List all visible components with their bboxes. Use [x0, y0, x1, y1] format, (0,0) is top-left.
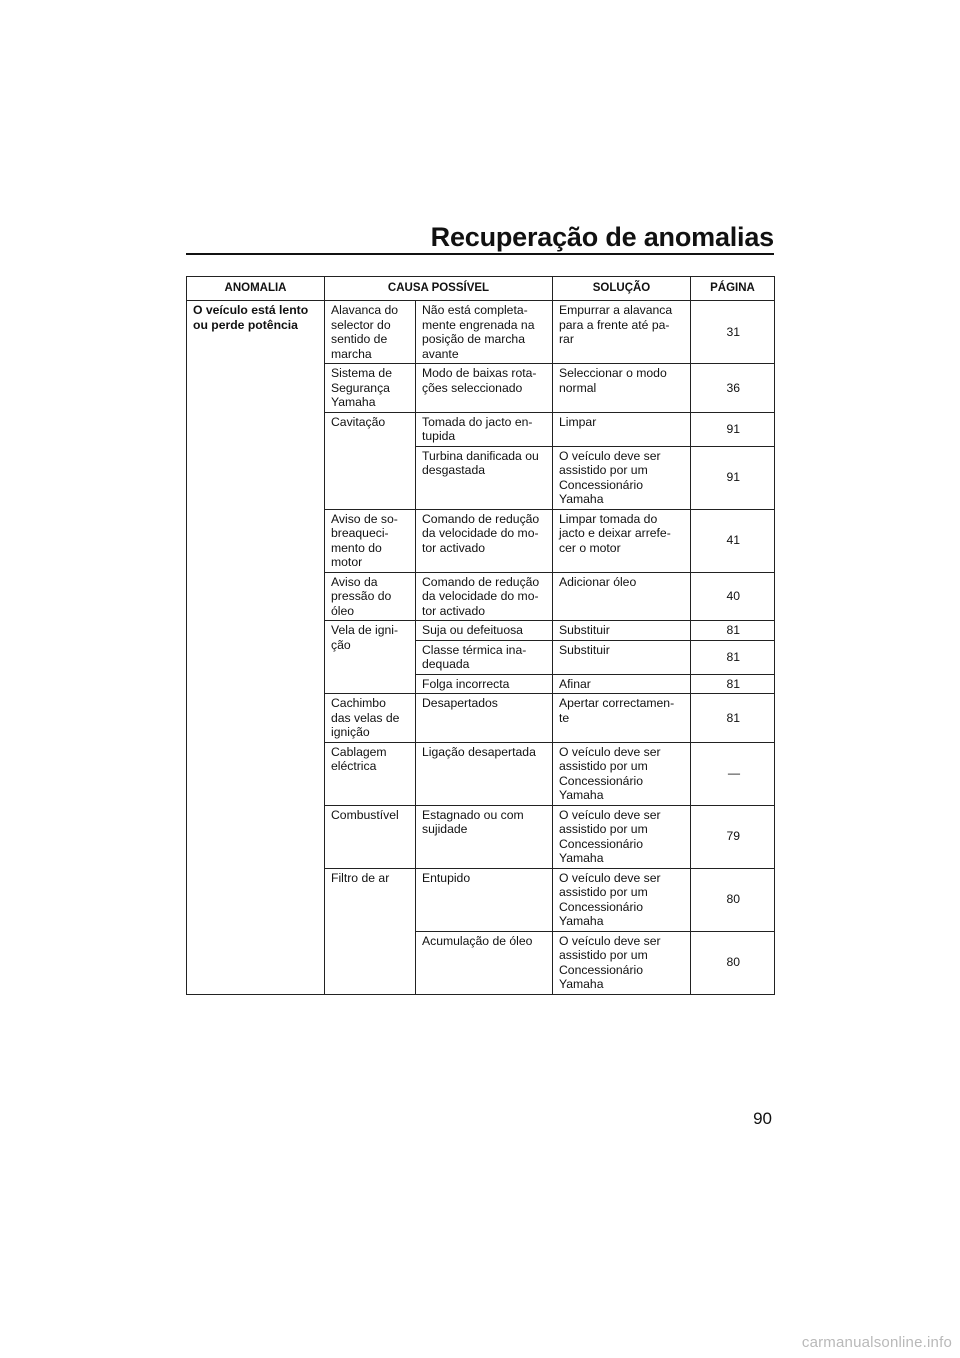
- table-row: [187, 301, 775, 364]
- page-ref-cell: 91: [691, 412, 775, 446]
- detail-cell: Folga incorrecta: [416, 674, 553, 694]
- page-ref-cell: 80: [691, 931, 775, 994]
- detail-cell: Comando de redução da velocidade do mo- tor activado: [416, 572, 553, 621]
- page-ref-cell: 81: [691, 694, 775, 743]
- detail-cell: Modo de baixas rota- ções seleccionado: [416, 364, 553, 413]
- header-pagina: PÁGINA: [691, 277, 775, 301]
- solution-cell: Empurrar a alavanca para a frente até pa- rar: [553, 301, 691, 364]
- header-causa: CAUSA POSSÍVEL: [325, 277, 553, 301]
- detail-cell: Comando de redução da velocidade do mo- tor activado: [416, 509, 553, 572]
- page-ref-cell: 41: [691, 509, 775, 572]
- table-header-row: [187, 277, 775, 301]
- page-title: Recuperação de anomalias: [430, 222, 774, 252]
- cause-cell: Cablagem eléctrica: [325, 742, 416, 805]
- cause-cell: Cachimbo das velas de ignição: [325, 694, 416, 743]
- detail-cell: Não está completa- mente engrenada na posição de marcha avante: [416, 301, 553, 364]
- page-ref-cell: 91: [691, 446, 775, 509]
- detail-cell: Estagnado ou com sujidade: [416, 805, 553, 868]
- page-ref-cell: 81: [691, 640, 775, 674]
- page-number: 90: [753, 1109, 772, 1128]
- page-ref-cell: 40: [691, 572, 775, 621]
- cause-cell: Aviso da pressão do óleo: [325, 572, 416, 621]
- solution-cell: O veículo deve ser assistido por um Concessionário Yamaha: [553, 805, 691, 868]
- cause-cell: Cavitação: [325, 412, 416, 509]
- table-body: [187, 301, 775, 995]
- solution-cell: Substituir: [553, 640, 691, 674]
- detail-cell: Turbina danificada ou desgastada: [416, 446, 553, 509]
- header-solucao: SOLUÇÃO: [553, 277, 691, 301]
- cause-cell: Combustível: [325, 805, 416, 868]
- cause-cell: Filtro de ar: [325, 868, 416, 994]
- detail-cell: Desapertados: [416, 694, 553, 743]
- solution-cell: Afinar: [553, 674, 691, 694]
- solution-cell: Adicionar óleo: [553, 572, 691, 621]
- detail-cell: Suja ou defeituosa: [416, 621, 553, 641]
- header-anomalia: ANOMALIA: [187, 277, 325, 301]
- page-ref-cell: 81: [691, 621, 775, 641]
- page-ref-cell: 81: [691, 674, 775, 694]
- page-ref-cell: 80: [691, 868, 775, 931]
- solution-cell: O veículo deve ser assistido por um Concessionário Yamaha: [553, 868, 691, 931]
- cause-cell: Aviso de so- breaqueci- mento do motor: [325, 509, 416, 572]
- detail-cell: Ligação desapertada: [416, 742, 553, 805]
- page-ref-cell: 36: [691, 364, 775, 413]
- cause-cell: Alavanca do selector do sentido de marcha: [325, 301, 416, 364]
- title-rule: [186, 253, 774, 255]
- solution-cell: Limpar: [553, 412, 691, 446]
- detail-cell: Tomada do jacto en- tupida: [416, 412, 553, 446]
- solution-cell: Limpar tomada do jacto e deixar arrefe- cer o motor: [553, 509, 691, 572]
- solution-cell: O veículo deve ser assistido por um Concessionário Yamaha: [553, 742, 691, 805]
- solution-cell: O veículo deve ser assistido por um Concessionário Yamaha: [553, 446, 691, 509]
- page-ref-cell: 31: [691, 301, 775, 364]
- page-ref-cell: 79: [691, 805, 775, 868]
- solution-cell: Substituir: [553, 621, 691, 641]
- detail-cell: Acumulação de óleo: [416, 931, 553, 994]
- troubleshooting-table: [186, 276, 775, 995]
- solution-cell: Seleccionar o modo normal: [553, 364, 691, 413]
- page-ref-cell: —: [691, 742, 775, 805]
- solution-cell: Apertar correctamen- te: [553, 694, 691, 743]
- detail-cell: Classe térmica ina- dequada: [416, 640, 553, 674]
- cause-cell: Sistema de Segurança Yamaha: [325, 364, 416, 413]
- solution-cell: O veículo deve ser assistido por um Concessionário Yamaha: [553, 931, 691, 994]
- anomaly-cell: O veículo está lento ou perde potência: [187, 301, 325, 995]
- cause-cell: Vela de igni- ção: [325, 621, 416, 694]
- detail-cell: Entupido: [416, 868, 553, 931]
- watermark: carmanualsonline.info: [801, 1334, 952, 1351]
